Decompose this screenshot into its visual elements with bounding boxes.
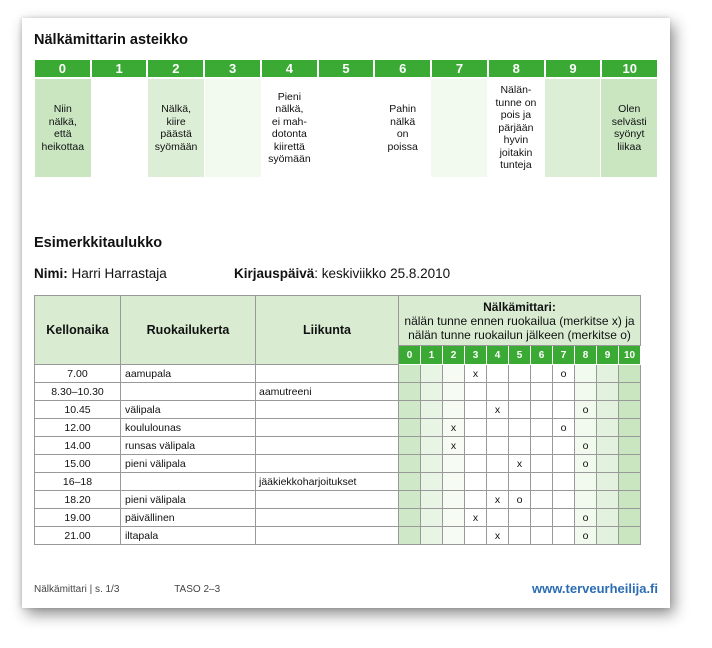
meter-cell: x <box>443 419 465 437</box>
meter-cell: o <box>575 437 597 455</box>
scale-number: 3 <box>205 60 262 77</box>
meter-line2: nälän tunne ruokailun jälkeen (merkitse o) <box>408 327 631 342</box>
example-table <box>34 295 641 545</box>
meter-number: 8 <box>575 346 597 365</box>
footer-level: TASO 2–3 <box>174 584 221 595</box>
meter-cell <box>443 365 465 383</box>
meter-cell <box>553 383 575 401</box>
time-cell: 21.00 <box>35 527 121 545</box>
meter-cell <box>575 473 597 491</box>
meter-cell <box>575 419 597 437</box>
meter-cell <box>465 383 487 401</box>
meal-cell <box>121 383 256 401</box>
meter-cell <box>531 365 553 383</box>
meter-cell: o <box>509 491 531 509</box>
scale-number: 6 <box>375 60 432 77</box>
meter-cell <box>531 491 553 509</box>
scale-number: 5 <box>319 60 376 77</box>
date-value: : keskiviikko 25.8.2010 <box>314 266 451 281</box>
meter-cell <box>531 509 553 527</box>
time-cell: 10.45 <box>35 401 121 419</box>
meter-cell <box>421 419 443 437</box>
meter-cell <box>465 437 487 455</box>
meter-title: Nälkämittari: <box>483 299 556 314</box>
scale-description: Niin nälkä, että heikottaa <box>35 79 92 177</box>
sport-cell <box>256 527 399 545</box>
meter-cell <box>619 365 641 383</box>
meter-cell <box>553 491 575 509</box>
table-row <box>35 455 641 473</box>
header-meter <box>399 296 641 346</box>
meter-cell: o <box>553 419 575 437</box>
date-label: Kirjauspäivä <box>234 266 315 281</box>
scale-number: 9 <box>546 60 603 77</box>
scale-numbers <box>35 60 657 77</box>
table-row <box>35 527 641 545</box>
table-row <box>35 419 641 437</box>
meter-cell <box>509 473 531 491</box>
meter-number: 7 <box>553 346 575 365</box>
meter-cell <box>553 401 575 419</box>
meter-cell <box>465 419 487 437</box>
website-link[interactable]: www.terveurheilija.fi <box>532 581 658 596</box>
meter-cell <box>487 383 509 401</box>
time-cell: 14.00 <box>35 437 121 455</box>
meter-cell <box>421 455 443 473</box>
meter-cell <box>619 509 641 527</box>
meter-cell <box>465 401 487 419</box>
scale-number: 8 <box>489 60 546 77</box>
sport-cell <box>256 491 399 509</box>
scale-descriptions <box>35 79 657 177</box>
meter-cell <box>619 473 641 491</box>
meter-cell <box>597 401 619 419</box>
meter-cell <box>421 437 443 455</box>
meter-cell <box>531 401 553 419</box>
meter-cell <box>443 509 465 527</box>
meter-cell <box>597 527 619 545</box>
scale-number: 4 <box>262 60 319 77</box>
meter-cell <box>597 365 619 383</box>
meter-cell <box>531 455 553 473</box>
scale-number: 10 <box>602 60 657 77</box>
sport-cell: jääkiekkoharjoitukset <box>256 473 399 491</box>
meter-cell <box>597 437 619 455</box>
meter-cell <box>399 491 421 509</box>
meter-cell <box>553 509 575 527</box>
meter-cell <box>575 491 597 509</box>
meter-number: 0 <box>399 346 421 365</box>
meter-cell <box>421 527 443 545</box>
meter-number: 4 <box>487 346 509 365</box>
scale-description: Olen selvästi syönyt liikaa <box>601 79 657 177</box>
document-page <box>22 18 670 608</box>
meter-cell <box>553 455 575 473</box>
meter-number: 6 <box>531 346 553 365</box>
meter-cell: o <box>575 455 597 473</box>
meter-line1: nälän tunne ennen ruokailua (merkitse x) ja <box>404 313 635 328</box>
sport-cell <box>256 437 399 455</box>
meter-cell <box>509 365 531 383</box>
meter-cell <box>487 419 509 437</box>
meter-cell <box>619 419 641 437</box>
meter-number: 3 <box>465 346 487 365</box>
meter-cell: o <box>575 509 597 527</box>
scale-description <box>92 79 149 177</box>
meter-cell <box>399 383 421 401</box>
meal-cell: pieni välipala <box>121 455 256 473</box>
meter-cell <box>531 473 553 491</box>
scale-description <box>431 79 488 177</box>
header-time: Kellonaika <box>35 296 121 365</box>
meter-cell: x <box>487 527 509 545</box>
meter-cell <box>619 437 641 455</box>
meter-cell: x <box>509 455 531 473</box>
scale-description: Nälkä, kiire päästä syömään <box>148 79 205 177</box>
meter-cell <box>619 455 641 473</box>
meter-cell <box>597 491 619 509</box>
meter-cell <box>421 401 443 419</box>
sport-cell: aamutreeni <box>256 383 399 401</box>
meter-cell: o <box>575 527 597 545</box>
scale-number: 1 <box>92 60 149 77</box>
meter-cell <box>399 401 421 419</box>
meter-cell <box>531 437 553 455</box>
date-block <box>234 266 450 281</box>
time-cell: 8.30–10.30 <box>35 383 121 401</box>
time-cell: 19.00 <box>35 509 121 527</box>
meter-cell <box>597 455 619 473</box>
scale-description <box>545 79 602 177</box>
sport-cell <box>256 401 399 419</box>
meter-cell <box>575 365 597 383</box>
meter-cell <box>487 509 509 527</box>
meter-cell <box>421 491 443 509</box>
sport-cell <box>256 365 399 383</box>
time-cell: 12.00 <box>35 419 121 437</box>
time-cell: 15.00 <box>35 455 121 473</box>
meta-line <box>34 266 451 281</box>
meter-cell <box>465 455 487 473</box>
time-cell: 7.00 <box>35 365 121 383</box>
meal-cell: pieni välipala <box>121 491 256 509</box>
meter-cell <box>531 527 553 545</box>
meter-number: 5 <box>509 346 531 365</box>
sport-cell <box>256 455 399 473</box>
meter-cell <box>597 419 619 437</box>
meter-cell <box>553 437 575 455</box>
scale-title: Nälkämittarin asteikko <box>34 32 188 48</box>
meter-cell <box>597 473 619 491</box>
meter-cell <box>487 437 509 455</box>
meter-cell <box>487 365 509 383</box>
meter-number: 1 <box>421 346 443 365</box>
meter-cell <box>597 509 619 527</box>
table-row <box>35 383 641 401</box>
meter-cell: o <box>553 365 575 383</box>
table-row <box>35 437 641 455</box>
meter-cell <box>399 473 421 491</box>
meal-cell: koululounas <box>121 419 256 437</box>
meter-cell: o <box>575 401 597 419</box>
meal-cell <box>121 473 256 491</box>
meter-cell <box>509 437 531 455</box>
header-meal: Ruokailukerta <box>121 296 256 365</box>
meter-cell <box>509 419 531 437</box>
meter-cell <box>421 365 443 383</box>
meter-cell <box>487 455 509 473</box>
meter-cell <box>399 419 421 437</box>
meter-cell <box>421 383 443 401</box>
meter-number: 9 <box>597 346 619 365</box>
sport-cell <box>256 419 399 437</box>
table-row <box>35 473 641 491</box>
meter-cell <box>465 473 487 491</box>
meter-cell: x <box>465 365 487 383</box>
table-row <box>35 401 641 419</box>
scale-description: Pahin nälkä on poissa <box>375 79 432 177</box>
meter-cell <box>553 527 575 545</box>
meter-cell <box>509 401 531 419</box>
meter-cell <box>399 365 421 383</box>
time-cell: 16–18 <box>35 473 121 491</box>
meter-cell <box>575 383 597 401</box>
scale-description <box>205 79 262 177</box>
scale-number: 0 <box>35 60 92 77</box>
meal-cell: iltapala <box>121 527 256 545</box>
meter-cell <box>421 509 443 527</box>
hunger-scale <box>35 60 657 177</box>
meter-cell <box>399 509 421 527</box>
meter-number: 2 <box>443 346 465 365</box>
table-row <box>35 491 641 509</box>
sport-cell <box>256 509 399 527</box>
meter-cell <box>399 455 421 473</box>
meter-cell <box>509 509 531 527</box>
meter-cell: x <box>487 401 509 419</box>
meter-cell <box>553 473 575 491</box>
meter-cell <box>399 527 421 545</box>
scale-description <box>318 79 375 177</box>
meter-cell: x <box>487 491 509 509</box>
time-cell: 18.20 <box>35 491 121 509</box>
example-title: Esimerkkitaulukko <box>34 235 163 251</box>
meal-cell: päivällinen <box>121 509 256 527</box>
meter-cell <box>619 383 641 401</box>
scale-description: Nälän- tunne on pois ja pärjään hyvin joitakin tunteja <box>488 79 545 177</box>
meter-number: 10 <box>619 346 641 365</box>
table-row <box>35 509 641 527</box>
meter-cell <box>421 473 443 491</box>
meter-cell <box>443 527 465 545</box>
meter-cell <box>619 527 641 545</box>
meter-cell <box>597 383 619 401</box>
name-label: Nimi: <box>34 266 68 281</box>
scale-description: Pieni nälkä, ei mah- dotonta kiirettä syömään <box>262 79 319 177</box>
meter-cell <box>531 419 553 437</box>
footer-page: Nälkämittari | s. 1/3 <box>34 584 120 595</box>
scale-number: 7 <box>432 60 489 77</box>
meal-cell: välipala <box>121 401 256 419</box>
meter-cell <box>443 473 465 491</box>
meter-cell <box>509 527 531 545</box>
meter-cell <box>619 491 641 509</box>
name-value: Harri Harrastaja <box>67 266 167 281</box>
meter-cell <box>443 491 465 509</box>
meter-cell <box>619 401 641 419</box>
meter-cell <box>531 383 553 401</box>
meter-cell: x <box>465 509 487 527</box>
meter-cell <box>465 527 487 545</box>
meter-cell <box>399 437 421 455</box>
header-sport: Liikunta <box>256 296 399 365</box>
table-row <box>35 365 641 383</box>
scale-number: 2 <box>148 60 205 77</box>
meter-cell <box>509 383 531 401</box>
footer <box>34 584 220 595</box>
meter-cell <box>443 383 465 401</box>
meter-cell: x <box>443 437 465 455</box>
meter-cell <box>487 473 509 491</box>
meter-cell <box>443 455 465 473</box>
meal-cell: aamupala <box>121 365 256 383</box>
meter-cell <box>465 491 487 509</box>
meter-cell <box>443 401 465 419</box>
meal-cell: runsas välipala <box>121 437 256 455</box>
